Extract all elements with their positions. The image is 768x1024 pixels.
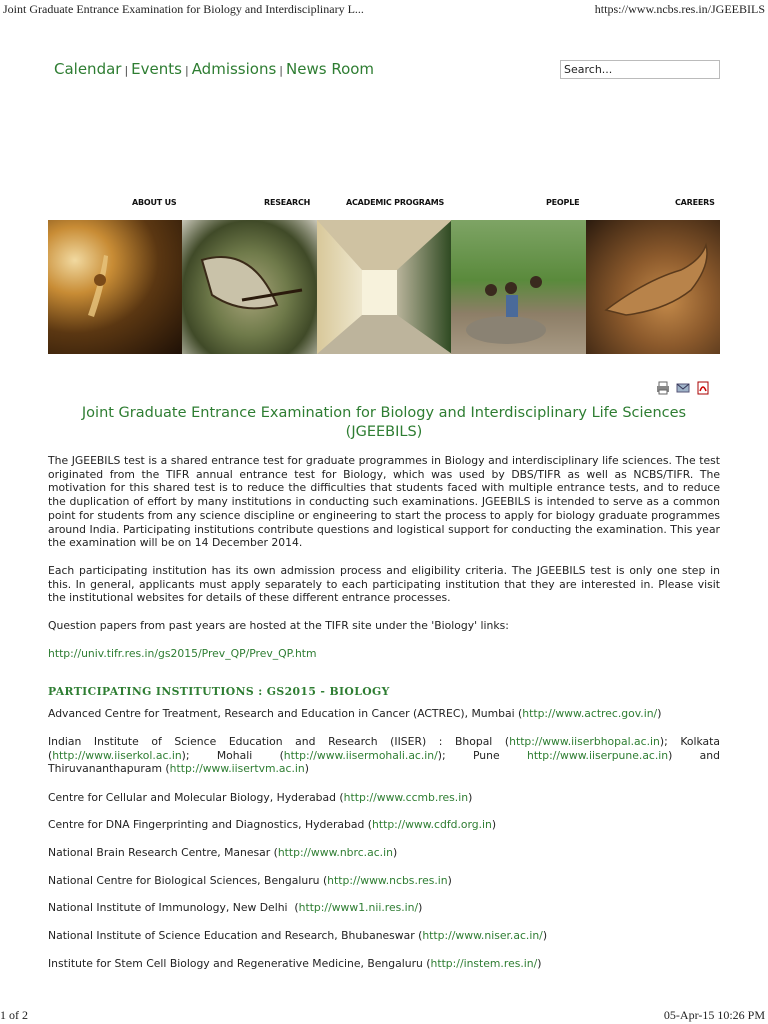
punct: ) <box>304 762 309 776</box>
punct: ) <box>392 846 398 859</box>
institution-name: Advanced Centre for Treatment, Research and Education in Cancer (ACTREC), Mumbai ( <box>48 707 523 720</box>
institution-link[interactable]: http://www.actrec.gov.in/ <box>522 707 658 720</box>
page-title <box>48 404 720 442</box>
institution-link[interactable]: http://www.iisertvm.ac.in <box>169 762 305 776</box>
institution-name: Centre for Cellular and Molecular Biology, Hyderabad ( <box>48 791 344 804</box>
institution-link[interactable]: http://www.ccmb.res.in <box>343 791 469 804</box>
punct: ( <box>48 748 53 762</box>
list-item-iiser <box>48 735 720 776</box>
nav-calendar[interactable]: Calendar <box>54 60 122 78</box>
iiser-line-3 <box>48 762 720 776</box>
institution-link[interactable]: http://www.ncbs.res.in <box>327 874 448 887</box>
page-number: 1 of 2 <box>0 1008 28 1022</box>
main-nav-careers[interactable]: CAREERS <box>675 198 715 207</box>
email-icon[interactable] <box>676 381 690 395</box>
main-nav-academic-programs[interactable]: ACADEMIC PROGRAMS <box>346 198 445 207</box>
institution-name: National Institute of Science Education and Research, Bhubaneswar ( <box>48 929 423 942</box>
punct: ) <box>468 791 473 804</box>
punct: ) <box>542 929 548 942</box>
punct: ); Mohali ( <box>181 748 284 762</box>
question-papers-link[interactable]: http://univ.tifr.res.in/gs2015/Prev_QP/Prev_QP.htm <box>48 647 317 660</box>
document-title: Joint Graduate Entrance Examination for Biology and Interdisciplinary L... <box>3 2 364 16</box>
main-nav-people[interactable]: PEOPLE <box>546 198 580 207</box>
list-item <box>48 874 720 888</box>
institution-link[interactable]: http://www.niser.ac.in/ <box>422 929 543 942</box>
institution-link[interactable]: http://www.cdfd.org.in <box>372 818 492 831</box>
intro-paragraph: The JGEEBILS test is a shared entrance test for graduate programmes in Biology and interdisciplinary life sciences. The test originated from the TIFR annual entrance test for Biology, which was used by DBS/TIFR as well as NCBS/TIFR. The motivation for this shared test is to reduce the difficulties that students faced with multiple entrance tests, and to reduce the duplication of effort by many institutions in conducting such examinations. JGEEBILS is intended to serve as a common point for students from any science discipline or engineering to start the process to apply for biology graduate programmes around India. Participating institutions contribute questions and logistical support for conducting the examination. This year the examination will be on 14 December 2014. <box>48 454 720 550</box>
punct: ) <box>418 901 423 914</box>
banner-photo-strip <box>48 220 720 354</box>
top-nav <box>54 60 374 78</box>
main-nav-about-us[interactable]: ABOUT US <box>132 198 177 207</box>
document-url: https://www.ncbs.res.in/JGEEBILS <box>594 2 765 16</box>
nav-admissions[interactable]: Admissions <box>191 60 277 78</box>
institution-name: Centre for DNA Fingerprinting and Diagnostics, Hyderabad ( <box>48 818 373 831</box>
institution-link[interactable]: http://www.iisermohali.ac.in/ <box>283 748 438 762</box>
list-item <box>48 846 720 860</box>
page-tools <box>656 381 710 395</box>
institution-name: Indian Institute of Science Education and Research (IISER) : Bhopal ( <box>48 735 510 748</box>
admission-paragraph: Each participating institution has its own admission process and eligibility criteria. The JGEEBILS test is only one step in this. In general, applicants must apply separately to each participating institution that they are interested in. Please visit the institutional websites for details of these different entrance processes. <box>48 564 720 605</box>
page-title-line2: (JGEEBILS) <box>345 424 423 440</box>
nav-separator: | <box>124 64 129 77</box>
print-datetime: 05-Apr-15 10:26 PM <box>663 1008 765 1022</box>
banner-photo-butterfly <box>182 220 316 354</box>
institution-name: National Institute of Immunology, New Delhi ( <box>48 901 299 914</box>
list-item <box>48 818 720 832</box>
question-papers-link-line <box>48 647 720 661</box>
punct: ) <box>491 818 497 831</box>
institution-link[interactable]: http://www.iiserpune.ac.in <box>526 748 669 762</box>
iiser-line-1 <box>48 735 720 749</box>
pdf-icon[interactable] <box>696 381 710 395</box>
institution-link[interactable]: http://www.nbrc.ac.in <box>277 846 393 859</box>
print-icon[interactable] <box>656 381 670 395</box>
list-item <box>48 957 720 971</box>
nav-news-room[interactable]: News Room <box>286 60 375 78</box>
institution-name: National Centre for Biological Sciences, Bengaluru ( <box>48 874 328 887</box>
iiser-line-2 <box>48 749 720 763</box>
banner-photo-insect <box>48 220 182 354</box>
institution-name: National Brain Research Centre, Manesar ( <box>48 846 278 859</box>
punct: ); Kolkata <box>659 735 720 748</box>
institution-name: Thiruvananthapuram ( <box>48 762 170 776</box>
banner-photo-students <box>451 220 585 354</box>
question-papers-paragraph: Question papers from past years are hosted at the TIFR site under the 'Biology' links: <box>48 619 509 632</box>
institution-link[interactable]: http://www.iiserkol.ac.in <box>52 748 182 762</box>
banner-photo-corridor <box>317 220 451 354</box>
nav-events[interactable]: Events <box>131 60 182 78</box>
institution-link[interactable]: http://www1.nii.res.in/ <box>298 901 419 914</box>
list-item <box>48 707 720 721</box>
punct: ) <box>537 957 542 970</box>
nav-separator: | <box>279 64 284 77</box>
section-heading: PARTICIPATING INSTITUTIONS : GS2015 - BIOLOGY <box>48 685 390 698</box>
institution-name: Institute for Stem Cell Biology and Regenerative Medicine, Bengaluru ( <box>48 957 431 970</box>
search-input[interactable] <box>560 60 720 79</box>
punct: ) <box>657 707 662 720</box>
list-item <box>48 791 720 805</box>
banner-photo-lizard <box>586 220 720 354</box>
page-title-line1: Joint Graduate Entrance Examination for Biology and Interdisciplinary Life Sciences <box>81 405 687 421</box>
list-item <box>48 901 720 915</box>
punct: ) and <box>668 748 720 762</box>
nav-separator: | <box>184 64 189 77</box>
main-nav-research[interactable]: RESEARCH <box>264 198 311 207</box>
institution-link[interactable]: http://instem.res.in/ <box>430 957 538 970</box>
list-item <box>48 929 720 943</box>
punct: ); Pune <box>437 748 500 762</box>
institution-link[interactable]: http://www.iiserbhopal.ac.in <box>509 735 660 748</box>
punct: ) <box>447 874 452 887</box>
